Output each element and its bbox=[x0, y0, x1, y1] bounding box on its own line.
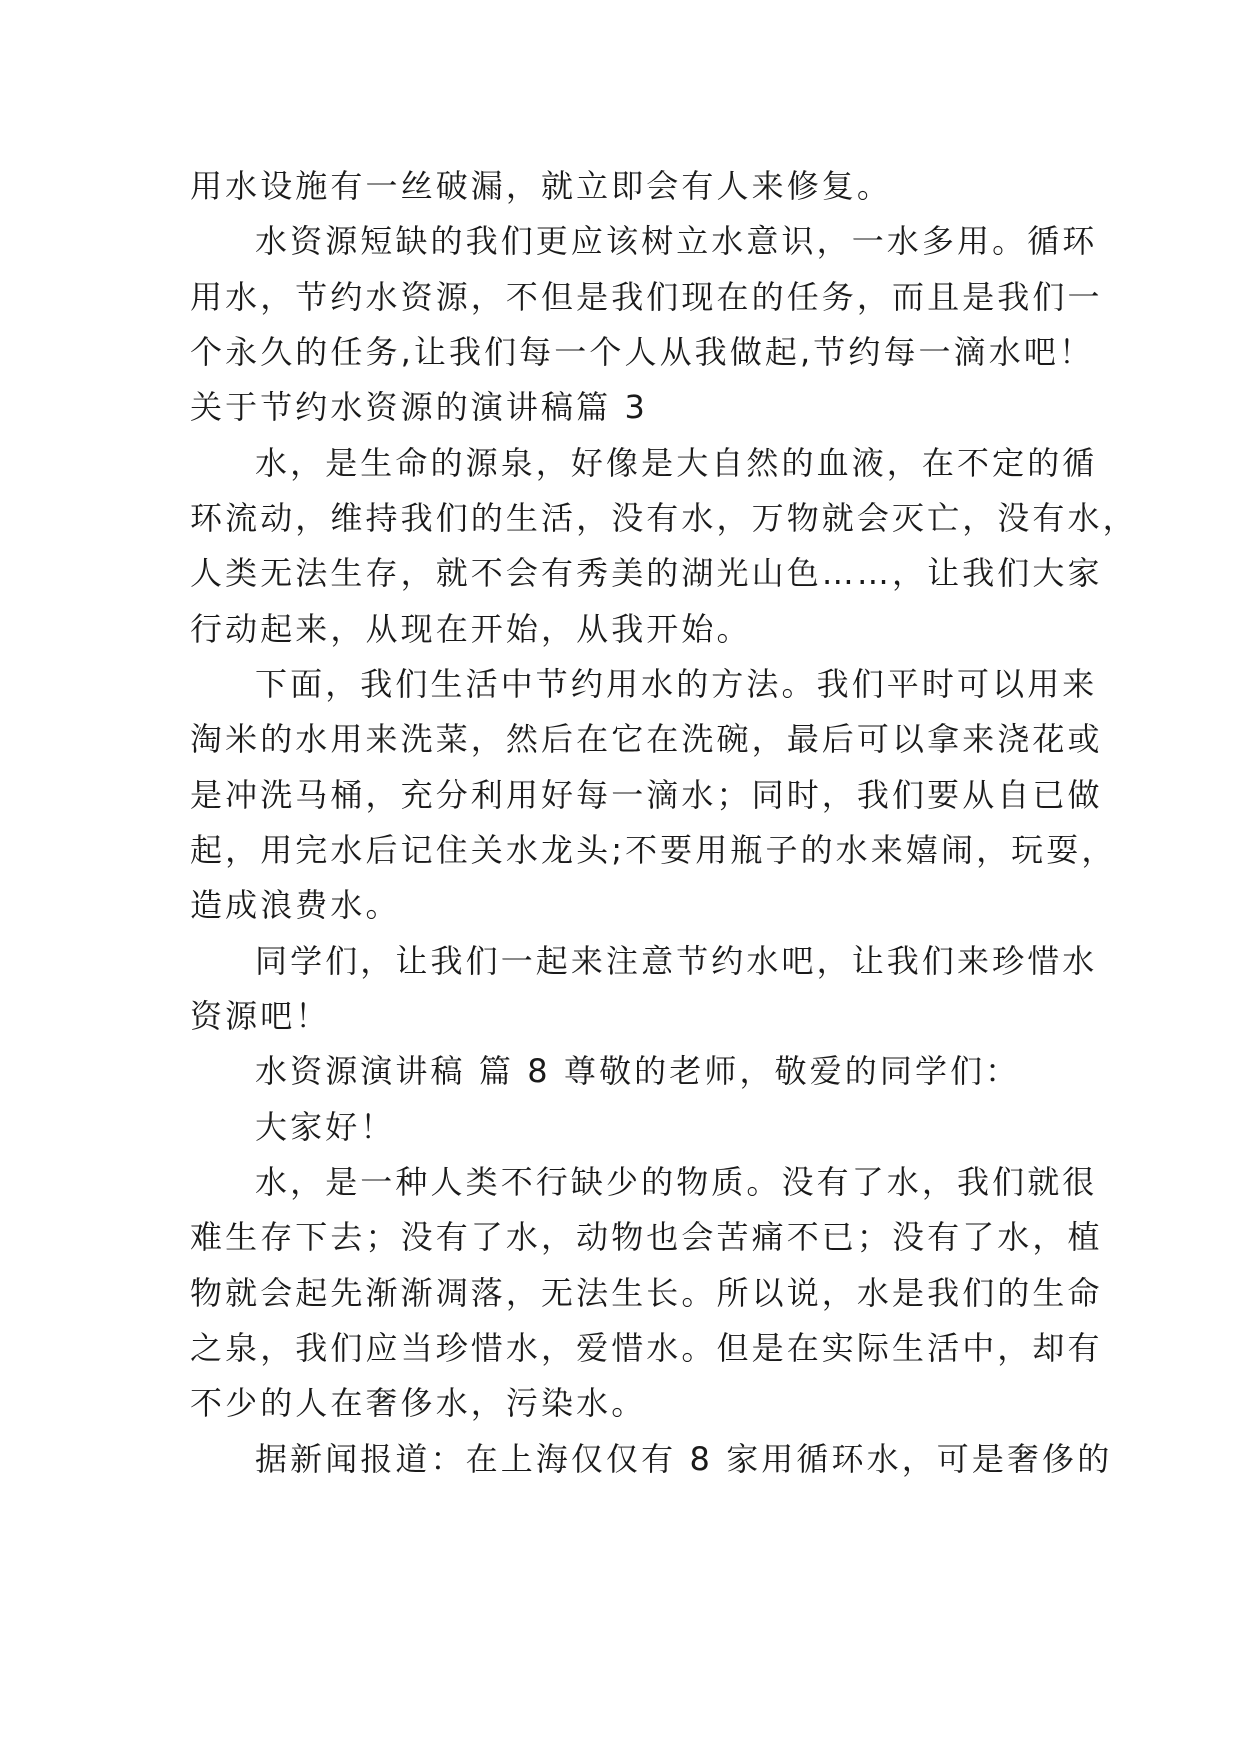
text-line: 物就会起先渐渐凋落，无法生长。所以说，水是我们的生命 bbox=[190, 1274, 1103, 1312]
section-heading: 水资源演讲稿 篇 8 尊敬的老师，敬爱的同学们： bbox=[255, 1052, 1021, 1090]
greeting-line: 大家好！ bbox=[255, 1108, 396, 1146]
text-line: 淘米的水用来洗菜，然后在它在洗碗，最后可以拿来浇花或 bbox=[190, 720, 1103, 758]
text-line: 个永久的任务,让我们每一个人从我做起,节约每一滴水吧！ bbox=[190, 333, 1095, 371]
text-line: 人类无法生存，就不会有秀美的湖光山色……，让我们大家 bbox=[190, 554, 1103, 592]
text-line: 是冲洗马桶，充分利用好每一滴水；同时，我们要从自已做 bbox=[190, 776, 1103, 814]
paragraph-first-line: 水资源短缺的我们更应该树立水意识，一水多用。循环 bbox=[255, 222, 1098, 260]
text-line: 资源吧！ bbox=[190, 997, 331, 1035]
paragraph-first-line: 同学们，让我们一起来注意节约水吧，让我们来珍惜水 bbox=[255, 942, 1098, 980]
paragraph-first-line: 下面，我们生活中节约用水的方法。我们平时可以用来 bbox=[255, 665, 1098, 703]
text-line: 用水设施有一丝破漏，就立即会有人来修复。 bbox=[190, 167, 893, 205]
paragraph-first-line: 水，是生命的源泉，好像是大自然的血液，在不定的循 bbox=[255, 444, 1098, 482]
text-line: 之泉，我们应当珍惜水，爱惜水。但是在实际生活中，却有 bbox=[190, 1329, 1103, 1367]
text-line: 造成浪费水。 bbox=[190, 886, 401, 924]
section-heading: 关于节约水资源的演讲稿篇 3 bbox=[190, 388, 648, 426]
text-line: 不少的人在奢侈水，污染水。 bbox=[190, 1384, 647, 1422]
text-line: 环流动，维持我们的生活，没有水，万物就会灭亡，没有水， bbox=[190, 499, 1138, 537]
text-line: 行动起来，从现在开始，从我开始。 bbox=[190, 610, 752, 648]
text-line: 用水，节约水资源，不但是我们现在的任务，而且是我们一 bbox=[190, 278, 1103, 316]
paragraph-first-line: 水，是一种人类不行缺少的物质。没有了水，我们就很 bbox=[255, 1163, 1098, 1201]
text-line: 起，用完水后记住关水龙头;不要用瓶子的水来嬉闹，玩耍， bbox=[190, 831, 1117, 869]
paragraph-first-line: 据新闻报道：在上海仅仅有 8 家用循环水，可是奢侈的 bbox=[255, 1440, 1113, 1478]
text-line: 难生存下去；没有了水，动物也会苦痛不已；没有了水，植 bbox=[190, 1218, 1103, 1256]
